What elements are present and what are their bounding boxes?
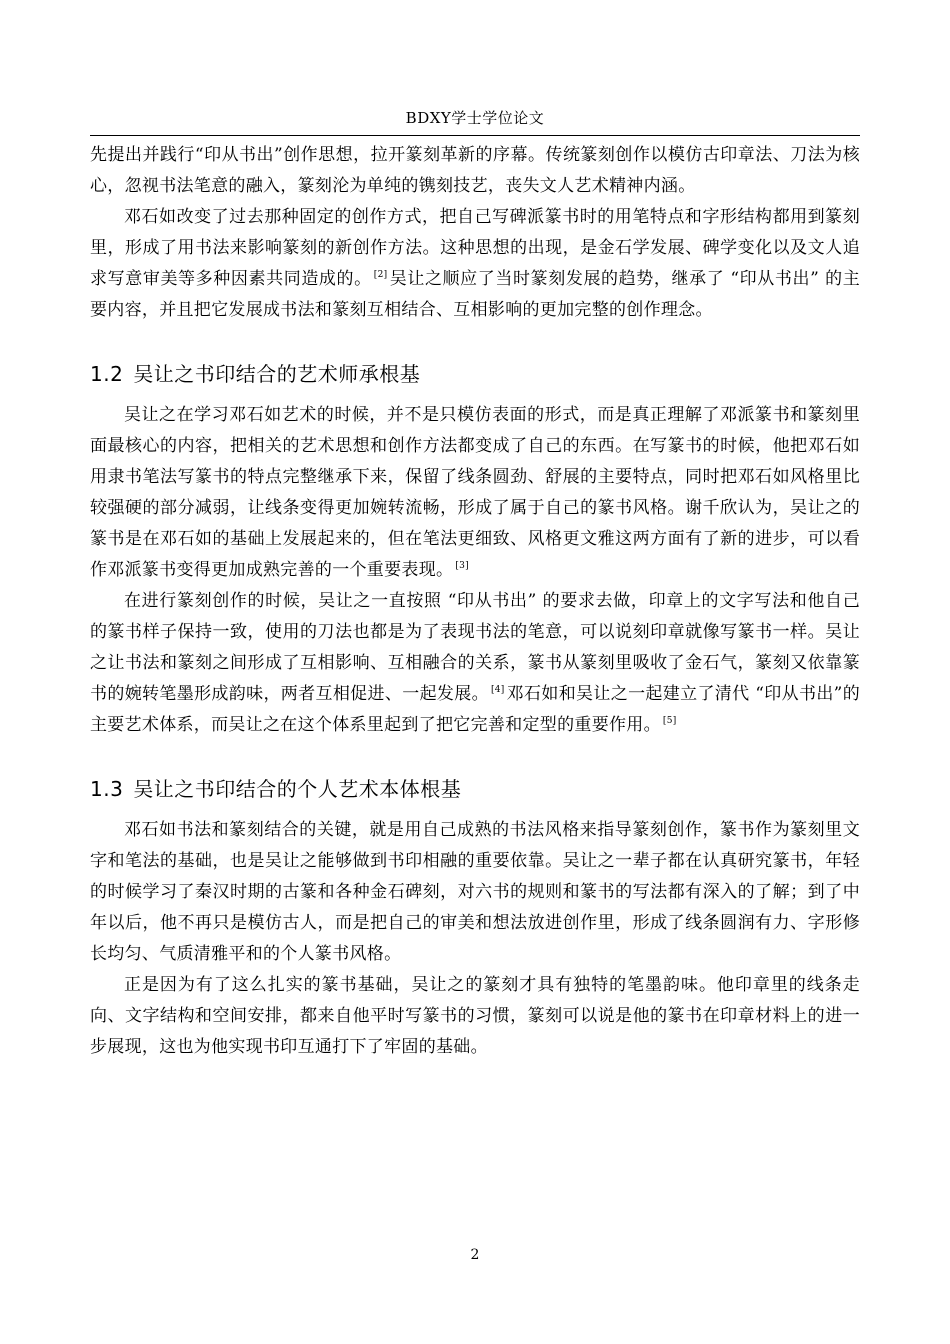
text-run: 吴让之在学习邓石如艺术的时候，并不是只模仿表面的形式，而是真正理解了邓派篆书和篆刻里面最核心的内容，把相关的艺术思想和创作方法都变成了自己的东西。在写篆书的时候，他把邓石如用隶书笔法写篆书的特点完整继承下来，保留了线条圆劲、舒展的主要特点，同时把邓石如风格里比较强硬的部分减弱，让线条变得更加婉转流畅，形成了属于自己的篆书风格。谢千欣认为，吴让之的篆书是在邓石如的基础上发展起来的，但在笔法更细致、风格更文雅这两方面有了新的进步，可以看作邓派篆书变得更加成熟完善的一个重要表现。 xyxy=(90,405,860,580)
text-run: 邓石如书法和篆刻结合的关键，就是用自己成熟的书法风格来指导篆刻创作，篆书作为篆刻里文字和笔法的基础，也是吴让之能够做到书印相融的重要依靠。吴让之一辈子都在认真研究篆书，年轻的时候学习了秦汉时期的古篆和各种金石碑刻，对六书的规则和篆书的写法都有深入的了解；到了中年以后，他不再只是模仿古人，而是把自己的审美和想法放进创作里，形成了线条圆润有力、字形修长均匀、气质清雅平和的个人篆书风格。 xyxy=(90,820,860,964)
text-run: 正是因为有了这么扎实的篆书基础，吴让之的篆刻才具有独特的笔墨韵味。他印章里的线条走向、文字结构和空间安排，都来自他平时写篆书的习惯，篆刻可以说是他的篆书在印章材料上的进一步展现，这也为他实现书印互通打下了牢固的基础。 xyxy=(90,975,860,1057)
text-run: 在进行篆刻创作的时候，吴让之一直按照 “印从书出” 的要求去做，印章上的文字写法和他自己的篆书样子保持一致，使用的刀法也都是为了表现书法的笔意，可以说刻印章就像写篆书一样。吴让之让书法和篆刻之间形成了互相影响、互相融合的关系，篆书从篆刻里吸收了金石气，篆刻又依靠篆书的婉转笔墨形成韵味，两者互相促进、一起发展。 xyxy=(90,591,860,704)
header-rule xyxy=(90,135,860,136)
citation-marker: [5] xyxy=(662,716,677,727)
text-run: 邓石如改变了过去那种固定的创作方式，把自己写碑派篆书时的用笔特点和字形结构都用到篆刻里，形成了用书法来影响篆刻的新创作方法。这种思想的出现，是金石学发展、碑学变化以及文人追求写意审美等多种因素共同造成的。 xyxy=(90,207,860,289)
paragraph-4 xyxy=(90,586,860,741)
section-title: 吴让之书印结合的艺术师承根基 xyxy=(133,362,421,386)
citation-marker: [4] xyxy=(490,685,505,696)
citation-marker: [3] xyxy=(455,561,469,572)
paragraph-3 xyxy=(90,400,860,586)
paragraph-6 xyxy=(90,970,860,1063)
section-title: 吴让之书印结合的个人艺术本体根基 xyxy=(133,777,462,801)
citation-marker: [2] xyxy=(373,270,388,281)
section-number: 1.3 xyxy=(90,777,124,801)
text-run: 吴让之顺应了当时篆刻发展的趋势，继承了 “印从书出” 的主要内容，并且把它发展成书法和篆刻互相结合、互相影响的更加完整的创作理念。 xyxy=(90,269,860,320)
paragraph-1 xyxy=(90,140,860,202)
running-header: BDXY学士学位论文 xyxy=(405,109,545,127)
paragraph-2 xyxy=(90,202,860,326)
section-heading-1-2 xyxy=(90,362,860,386)
text-run: 先提出并践行“印从书出”创作思想，拉开篆刻革新的序幕。传统篆刻创作以模仿古印章法、刀法为核心，忽视书法笔意的融入，篆刻沦为单纯的镌刻技艺，丧失文人艺术精神内涵。 xyxy=(90,145,860,196)
section-number: 1.2 xyxy=(90,362,124,386)
text-run: 邓石如和吴让之一起建立了清代 “印从书出”的主要艺术体系，而吴让之在这个体系里起到了把它完善和定型的重要作用。 xyxy=(90,684,860,735)
section-heading-1-3 xyxy=(90,777,860,801)
body-text xyxy=(90,140,860,1063)
page-number: 2 xyxy=(470,1247,480,1263)
paragraph-5 xyxy=(90,815,860,970)
